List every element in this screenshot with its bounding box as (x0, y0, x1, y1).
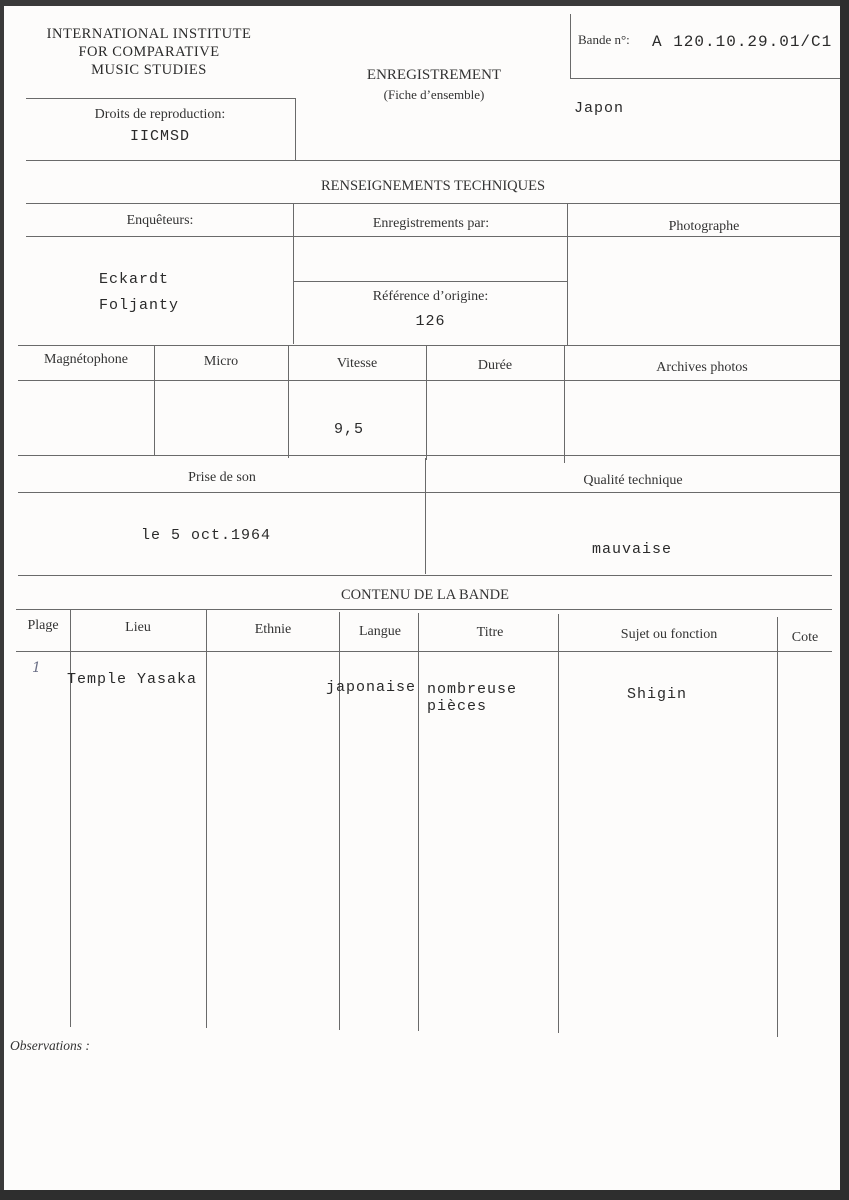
equipment-header-line (18, 380, 840, 381)
col-ethnie: Ethnie (254, 622, 292, 637)
droits-box-top (26, 98, 296, 99)
reference-value: 126 (415, 313, 446, 330)
magnetophone-label: Magnétophone (44, 352, 128, 367)
duree-divider (426, 346, 427, 460)
scan-edge-right (840, 0, 849, 1200)
vitesse-label: Vitesse (336, 356, 378, 371)
country-value: Japon (574, 100, 625, 117)
technical-header-line (26, 203, 840, 204)
droits-label: Droits de reproduction: (94, 107, 226, 122)
contenu-section-title: CONTENU DE LA BANDE (341, 587, 509, 603)
row-titre-line2: pièces (427, 698, 488, 715)
enregistrements-label: Enregistrements par: (372, 216, 490, 231)
contenu-header-top (16, 609, 832, 610)
row-langue: japonaise (326, 679, 417, 696)
col-lieu: Lieu (125, 620, 151, 635)
col-langue: Langue (359, 624, 401, 639)
bande-label: Bande n°: (578, 32, 630, 47)
enqueteurs-label: Enquêteurs: (126, 213, 194, 228)
enqueteur-2: Foljanty (99, 297, 180, 314)
photographe-divider (567, 204, 568, 346)
technical-section-title: RENSEIGNEMENTS TECHNIQUES (320, 178, 546, 194)
reference-label: Référence d’origine: (372, 289, 489, 304)
technical-bottom-line (18, 575, 832, 576)
col-divider-3 (339, 612, 340, 1030)
equipment-top-line (18, 345, 840, 346)
droits-box-right (295, 99, 296, 161)
archives-photos-label: Archives photos (656, 360, 748, 375)
col-divider-2 (206, 610, 207, 1028)
qualite-technique-value: mauvaise (592, 541, 673, 558)
col-titre: Titre (476, 625, 504, 640)
form-title: ENREGISTREMENT (366, 67, 502, 83)
col-cote: Cote (791, 630, 819, 645)
vitesse-value: 9,5 (334, 421, 365, 438)
form-subtitle: (Fiche d’ensemble) (383, 87, 485, 102)
row-titre-line1: nombreuse (427, 681, 518, 698)
prise-divider (425, 458, 426, 574)
duree-label: Durée (477, 358, 513, 373)
col-divider-5 (558, 614, 559, 1033)
scan-edge-bottom (0, 1190, 849, 1200)
reference-top-line (294, 281, 567, 282)
row-sujet: Shigin (627, 686, 688, 703)
vitesse-divider (288, 346, 289, 458)
record-sheet (4, 6, 840, 1190)
prise-de-son-value: le 5 oct.1964 (141, 527, 272, 544)
col-divider-4 (418, 613, 419, 1031)
col-plage: Plage (27, 618, 59, 633)
photographe-label: Photographe (668, 219, 740, 234)
header-divider (26, 160, 840, 161)
enqueteurs-header-line (26, 236, 840, 237)
observations-label: Observations : (10, 1038, 90, 1053)
row-lieu: Temple Yasaka (67, 671, 198, 688)
bande-box-left (570, 14, 571, 78)
archives-divider (564, 346, 565, 463)
prise-header-line (18, 492, 840, 493)
bande-number: A 120.10.29.01/C1 (652, 33, 833, 51)
row-plage: 1 (32, 660, 41, 676)
droits-value: IICMSD (129, 128, 190, 145)
col-divider-6 (777, 617, 778, 1037)
enqueteur-1: Eckardt (99, 271, 170, 288)
qualite-technique-label: Qualité technique (583, 473, 683, 488)
institute-name-line1: INTERNATIONAL INSTITUTE (46, 26, 252, 42)
col-sujet-fonction: Sujet ou fonction (620, 627, 718, 642)
micro-label: Micro (203, 354, 239, 369)
contenu-header-bottom (16, 651, 832, 652)
bande-box-bottom (570, 78, 840, 79)
prise-de-son-label: Prise de son (188, 470, 256, 485)
equipment-bottom-line (18, 455, 840, 456)
micro-divider (154, 346, 155, 456)
institute-name-line3: MUSIC STUDIES (91, 62, 207, 78)
institute-name-line2: FOR COMPARATIVE (78, 44, 220, 60)
